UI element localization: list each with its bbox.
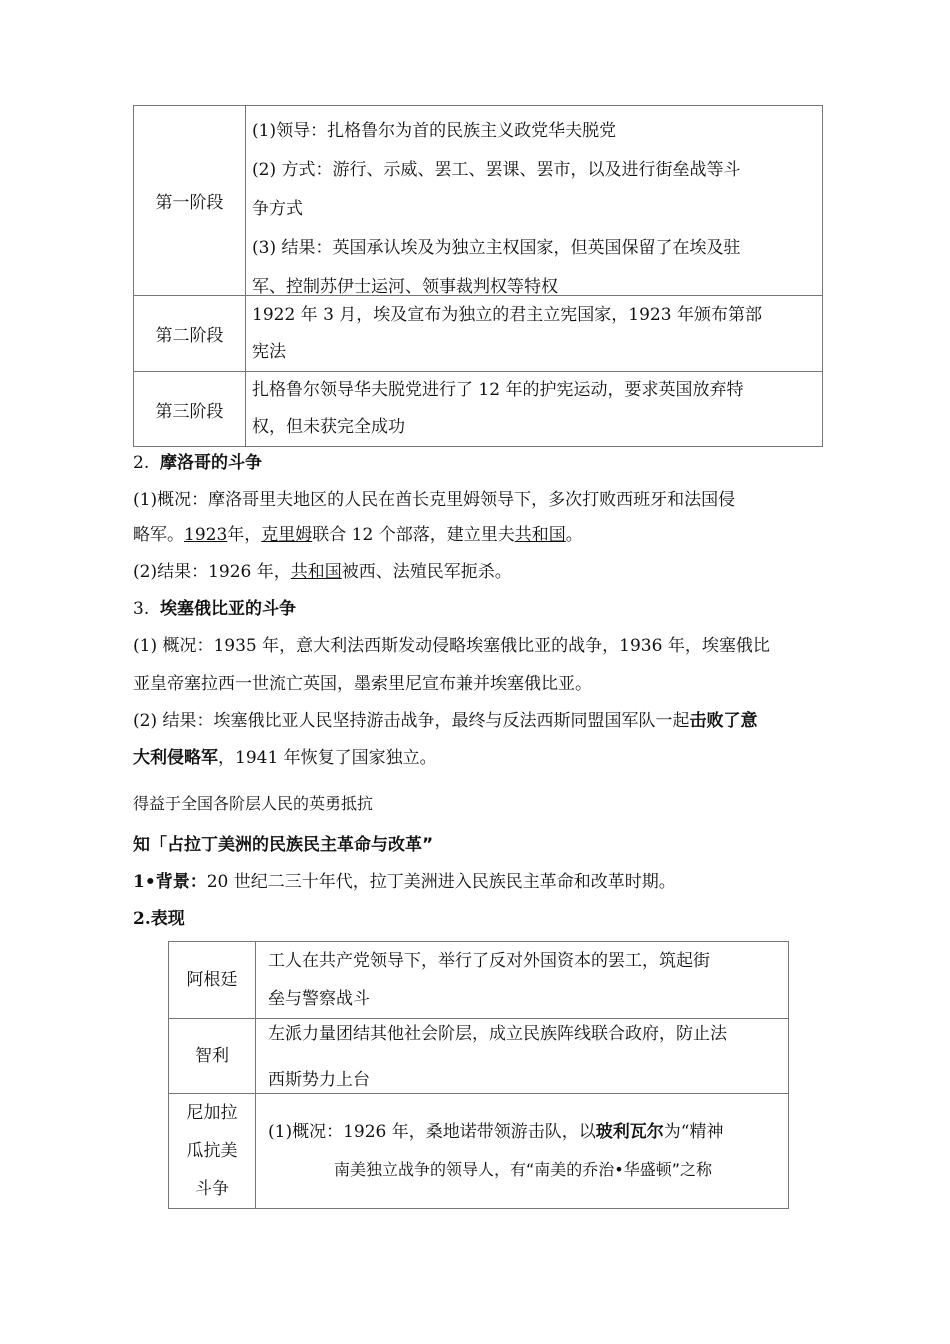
ethiopia-heading bbox=[133, 591, 833, 627]
stage-1-line: (2) 方式：游行、示威、罢工、罢课、罢市，以及进行街垒战等斗 bbox=[252, 160, 741, 180]
chile-content: 左派力量团结其他社会阶层，成立民族阵线联合政府，防止法 西斯势力上台 bbox=[256, 1019, 789, 1094]
stage-2-line: 宪法 bbox=[252, 341, 286, 362]
ethiopia-result-line-2: 大利侵略军，1941 年恢复了国家独立。 bbox=[133, 748, 437, 768]
argentina-label: 阿根廷 bbox=[169, 942, 256, 1019]
stage-3-label: 第三阶段 bbox=[134, 372, 246, 447]
overlay-text: 南美独立战争的领导人，有“南美的乔治•华盛顿”之称 bbox=[333, 1160, 713, 1179]
heading-number: 2. bbox=[133, 453, 150, 473]
underlined-republic: 共和国 bbox=[514, 525, 566, 545]
nicaragua-label: 尼加拉 瓜抗美 斗争 bbox=[169, 1094, 256, 1209]
morocco-overview-line-1: (1)概况：摩洛哥里夫地区的人民在酋长克里姆领导下，多次打败西班牙和法国侵 bbox=[133, 490, 736, 510]
underlined-name: 克里姆 bbox=[261, 525, 313, 545]
stage-3-content bbox=[246, 372, 823, 447]
note-line: 得益于全国各阶层人民的英勇抵抗 bbox=[133, 794, 374, 813]
stage-2-content bbox=[246, 296, 823, 372]
bold-text: 击败了意 bbox=[689, 711, 758, 731]
background-line: 1•背景：20 世纪二三十年代，拉丁美洲进入民族民主革命和改革时期。 bbox=[133, 872, 676, 892]
background-label: 1•背景： bbox=[133, 872, 207, 892]
ethiopia-overview-line-1: (1) 概况：1935 年，意大利法西斯发动侵略埃塞俄比亚的战争，1936 年，埃塞俄比 bbox=[133, 636, 770, 656]
stage-2-label: 第二阶段 bbox=[134, 296, 246, 372]
ethiopia-overview-line-2: 亚皇帝塞拉西一世流亡英国，墨索里尼宣布兼并埃塞俄比亚。 bbox=[133, 674, 592, 694]
latin-america-table bbox=[168, 941, 789, 1209]
egypt-stages-table bbox=[133, 105, 823, 447]
stage-3-line: 权，但未获完全成功 bbox=[252, 417, 405, 437]
underlined-republic: 共和国 bbox=[290, 562, 342, 582]
stage-1-line: (1)领导：扎格鲁尔为首的民族主义政党华夫脱党 bbox=[252, 121, 617, 141]
bold-text: 玻利瓦尔 bbox=[595, 1122, 664, 1142]
argentina-content: 工人在共产党领导下，举行了反对外国资本的罢工，筑起街 垒与警察战斗 bbox=[256, 942, 789, 1019]
underlined-year: 1923 bbox=[184, 525, 228, 545]
stage-1-label: 第一阶段 bbox=[134, 106, 246, 296]
morocco-heading bbox=[133, 445, 833, 481]
ethiopia-result-line-1: (2) 结果：埃塞俄比亚人民坚持游击战争，最终与反法西斯同盟国军队一起击败了意 bbox=[133, 711, 758, 731]
stage-1-line: 军、控制苏伊士运河、领事裁判权等特权 bbox=[252, 277, 558, 295]
stage-1-content bbox=[246, 106, 823, 296]
nicaragua-content: (1)概况：1926 年，桑地诺带领游击队，以玻利瓦尔为“精神 南美独立战争的领导人，有“南美的乔治•华盛顿”之称 bbox=[256, 1094, 789, 1209]
stage-2-line: 1922 年 3 月，埃及宣布为独立的君主立宪国家，1923 年颁布第部 bbox=[252, 304, 762, 325]
heading-number: 3. bbox=[133, 599, 150, 619]
section-title: 知「占拉丁美洲的民族民主革命与改革” bbox=[133, 835, 434, 855]
stage-1-line: (3) 结果：英国承认埃及为独立主权国家，但英国保留了在埃及驻 bbox=[252, 238, 741, 258]
stage-3-line: 扎格鲁尔领导华夫脱党进行了 12 年的护宪运动，要求英国放弃特 bbox=[252, 380, 744, 400]
heading-text: 埃塞俄比亚的斗争 bbox=[160, 599, 297, 619]
stage-1-line: 争方式 bbox=[252, 199, 303, 219]
bold-text: 大利侵略军 bbox=[133, 748, 218, 768]
chile-label: 智利 bbox=[169, 1019, 256, 1094]
heading-text: 摩洛哥的斗争 bbox=[160, 453, 263, 473]
performance-label: 2.表现 bbox=[133, 909, 185, 929]
morocco-overview-line-2: 略军。1923年，克里姆联合 12 个部落，建立里夫共和国。 bbox=[133, 525, 583, 545]
morocco-result: (2)结果：1926 年，共和国被西、法殖民军扼杀。 bbox=[133, 562, 512, 582]
